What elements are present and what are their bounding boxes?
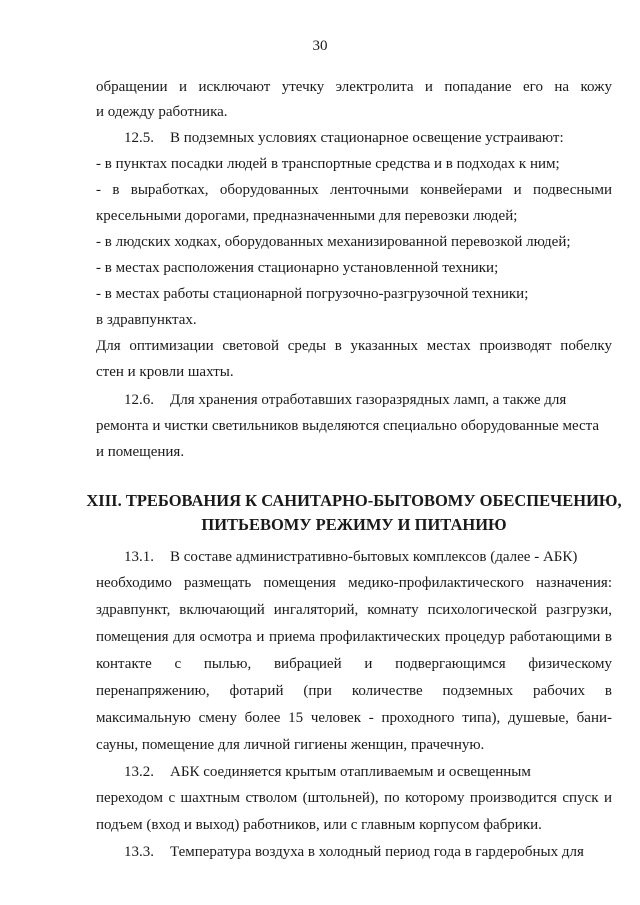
paragraph-12-6 (124, 391, 612, 409)
section-heading: ПИТЬЕВОМУ РЕЖИМУ И ПИТАНИЮ (201, 515, 507, 534)
text-line: помещения для осмотра и приема профилактических процедур работающими в (96, 629, 612, 645)
text-line: максимальную смену более 15 человек - проходного типа), душевые, бани- (96, 710, 612, 726)
text-line: необходимо размещать помещения медико-профилактического назначения: (96, 575, 612, 591)
text-line: Температура воздуха в холодный период года в гардеробных для (170, 844, 584, 860)
clause-number: 13.1. (124, 549, 154, 565)
text-line: АБК соединяется крытым отапливаемым и освещенным (170, 764, 531, 780)
clause-number: 13.3. (124, 844, 154, 860)
text-line: сауны, помещение для личной гигиены женщин, прачечную. (96, 737, 485, 753)
text-line: здравпункт, включающий ингаляторий, комнату психологической разгрузки, (96, 602, 612, 618)
text-line: перенапряжению, фотарий (при количестве подземных рабочих в (96, 683, 612, 699)
text-line: ремонта и чистки светильников выделяются специально оборудованные места (96, 418, 600, 434)
text-line: кресельными дорогами, предназначенными для перевозки людей; (96, 208, 518, 224)
page-number: 30 (312, 38, 328, 54)
clause-number: 13.2. (124, 764, 154, 780)
text-line: В составе административно-бытовых комплексов (далее - АБК) (170, 549, 578, 565)
list-item: - в людских ходках, оборудованных механизированной перевозкой людей; (96, 234, 571, 250)
text-line: контакте с пылью, вибрацией и подвергающимся физическому (96, 656, 612, 672)
paragraph-13-2 (124, 763, 612, 781)
text-line: обращении и исключают утечку электролита и попадание его на кожу (96, 79, 612, 95)
text-line: стен и кровли шахты. (96, 364, 234, 380)
text-line: и помещения. (96, 444, 185, 460)
list-item: - в пунктах посадки людей в транспортные средства и в подходах к ним; (96, 156, 560, 172)
paragraph-13-3 (124, 843, 612, 861)
text-line: подъем (вход и выход) работников, или с главным корпусом фабрики. (96, 817, 542, 833)
text-line: В подземных условиях стационарное освещение устраивают: (170, 130, 564, 146)
clause-number: 12.5. (124, 130, 154, 146)
section-heading: XIII. ТРЕБОВАНИЯ К САНИТАРНО-БЫТОВОМУ ОБЕСПЕЧЕНИЮ, (86, 491, 622, 510)
text-line: Для хранения отработавших газоразрядных ламп, а также для (170, 392, 567, 408)
list-item: - в местах расположения стационарно установленной техники; (96, 260, 499, 276)
text-line: в здравпунктах. (96, 312, 197, 328)
text-line: Для оптимизации световой среды в указанных местах производят побелку (96, 338, 612, 354)
paragraph-12-5 (124, 129, 612, 147)
paragraph-13-1 (124, 548, 612, 566)
clause-number: 12.6. (124, 392, 154, 408)
list-item: - в выработках, оборудованных ленточными конвейерами и подвесными (96, 182, 612, 198)
list-item: - в местах работы стационарной погрузочно-разгрузочной техники; (96, 286, 529, 302)
text-line: и одежду работника. (96, 104, 228, 120)
text-line: переходом с шахтным стволом (штольней), по которому производится спуск и (96, 790, 612, 806)
